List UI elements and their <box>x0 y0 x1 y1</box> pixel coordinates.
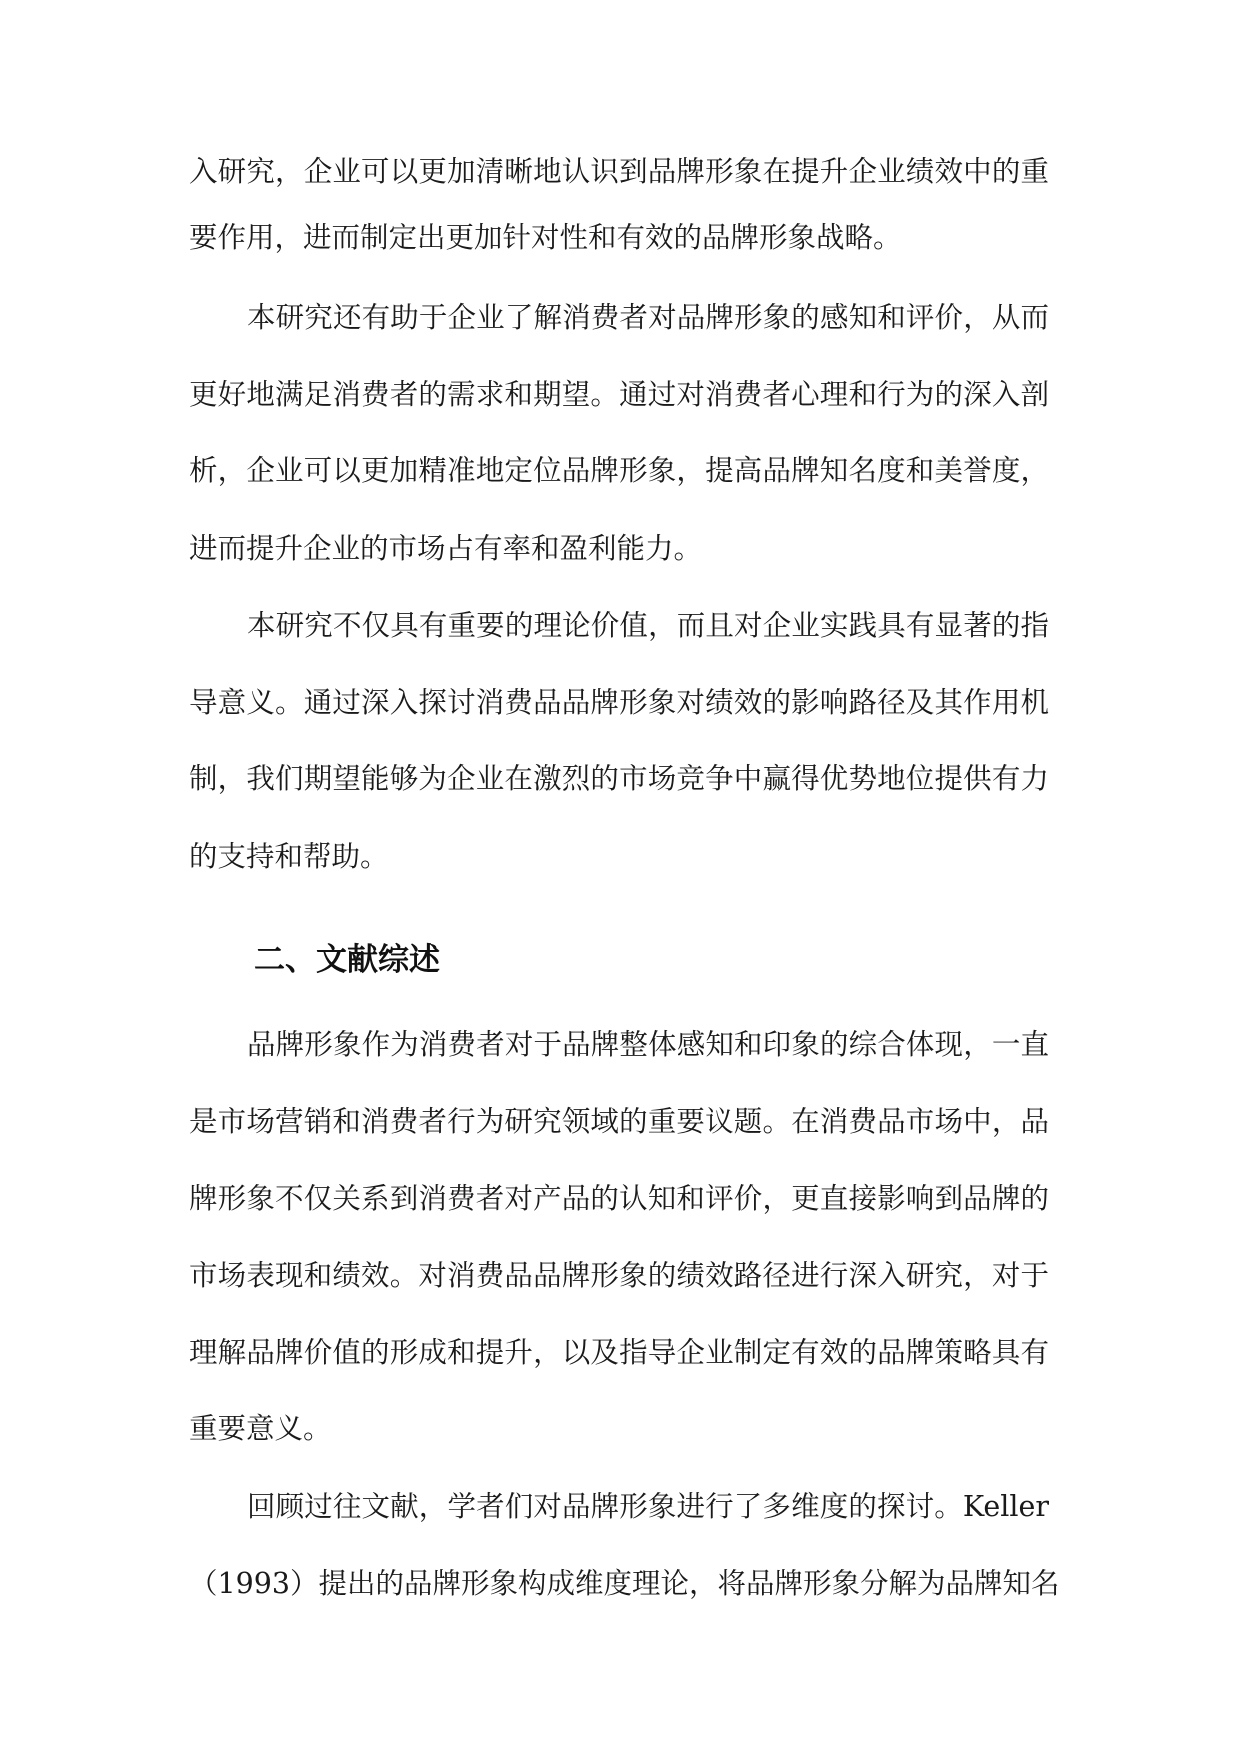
body-text-line: 本研究不仅具有重要的理论价值，而且对企业实践具有显著的指 <box>247 609 1049 642</box>
body-text-line: 制，我们期望能够为企业在激烈的市场竞争中赢得优势地位提供有力 <box>189 762 1049 795</box>
body-text-line: 析，企业可以更加精准地定位品牌形象，提高品牌知名度和美誉度， <box>189 454 1049 487</box>
body-text-line: 理解品牌价值的形成和提升，以及指导企业制定有效的品牌策略具有 <box>189 1336 1049 1369</box>
body-text-line: 牌形象不仅关系到消费者对产品的认知和评价，更直接影响到品牌的 <box>189 1182 1049 1215</box>
body-text-line: 本研究还有助于企业了解消费者对品牌形象的感知和评价，从而 <box>247 301 1049 334</box>
body-text-line: 重要意义。 <box>189 1412 332 1445</box>
body-text-line: 要作用，进而制定出更加针对性和有效的品牌形象战略。 <box>189 221 902 254</box>
body-text-line: 的支持和帮助。 <box>189 840 389 873</box>
body-text-line: 更好地满足消费者的需求和期望。通过对消费者心理和行为的深入剖 <box>189 378 1049 411</box>
section-heading: 二、文献综述 <box>254 942 440 978</box>
body-text-line: 是市场营销和消费者行为研究领域的重要议题。在消费品市场中，品 <box>189 1105 1049 1138</box>
body-text-line: 市场表现和绩效。对消费品品牌形象的绩效路径进行深入研究，对于 <box>189 1259 1049 1292</box>
body-text-line: 进而提升企业的市场占有率和盈利能力。 <box>189 532 703 565</box>
body-text-line: （1993）提出的品牌形象构成维度理论，将品牌形象分解为品牌知名 <box>189 1567 1060 1600</box>
body-text-line: 回顾过往文献，学者们对品牌形象进行了多维度的探讨。Keller <box>247 1490 1049 1523</box>
body-text-line: 入研究，企业可以更加清晰地认识到品牌形象在提升企业绩效中的重 <box>189 155 1049 188</box>
body-text-line: 导意义。通过深入探讨消费品品牌形象对绩效的影响路径及其作用机 <box>189 686 1049 719</box>
body-text-line: 品牌形象作为消费者对于品牌整体感知和印象的综合体现，一直 <box>247 1028 1049 1061</box>
